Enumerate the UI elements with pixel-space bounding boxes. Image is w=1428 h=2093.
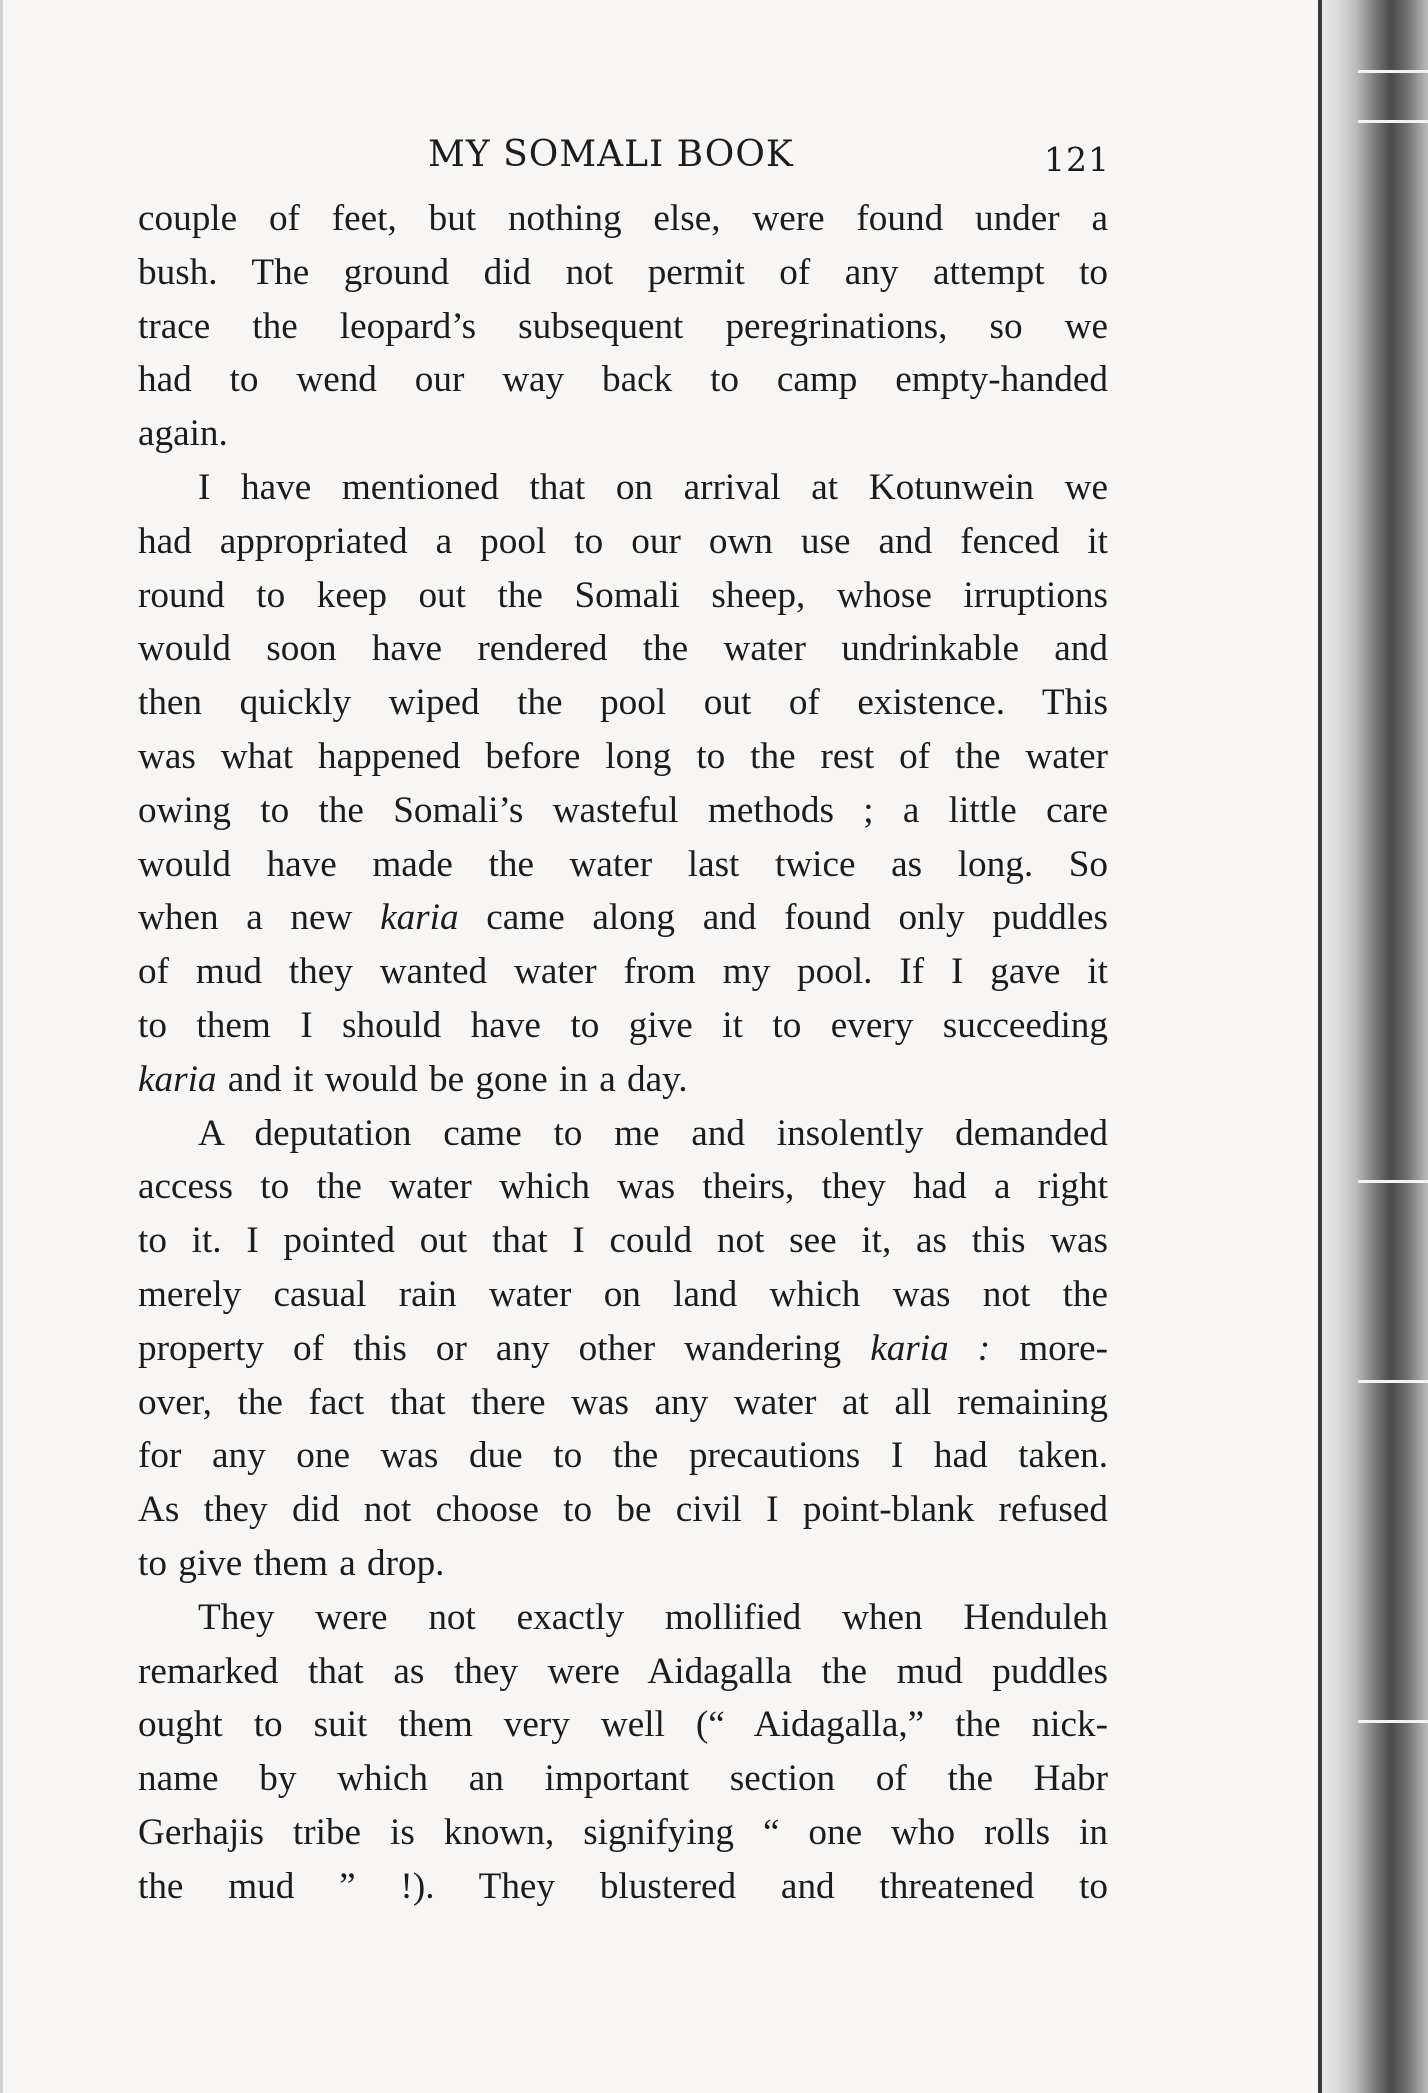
text-line: to it. I pointed out that I could not see it, as this was xyxy=(138,1220,1108,1262)
text-line: As they did not choose to be civil I point-blank refused xyxy=(138,1489,1108,1531)
text-line: for any one was due to the precautions I had taken. xyxy=(138,1435,1108,1477)
left-page-edge xyxy=(0,0,3,2093)
edge-streak xyxy=(1358,1380,1428,1383)
edge-streak xyxy=(1358,1720,1428,1723)
text-line: to them I should have to give it to every succeeding xyxy=(138,1004,1108,1046)
text-line: couple of feet, but nothing else, were found under a xyxy=(138,198,1108,239)
text-line: of mud they wanted water from my pool. If I gave it xyxy=(138,951,1108,993)
text-line: the mud ” !). They blustered and threatened to xyxy=(138,1865,1108,1907)
running-title: MY SOMALI BOOK xyxy=(428,134,794,175)
text-line: name by which an important section of the Habr xyxy=(138,1758,1108,1800)
text-line: trace the leopard’s subsequent peregrinations, so we xyxy=(138,305,1108,347)
text-line: owing to the Somali’s wasteful methods ; a little care xyxy=(138,789,1108,831)
text-line: would have made the water last twice as long. So xyxy=(138,843,1108,885)
book-binding-edge xyxy=(1318,0,1428,2093)
paragraph xyxy=(138,1591,1108,1914)
text-line: when a new karia came along and found only puddles xyxy=(138,897,1109,939)
text-line: again. xyxy=(138,413,228,455)
paragraph xyxy=(138,461,1108,1107)
paragraph xyxy=(138,192,1108,461)
text-line: then quickly wiped the pool out of existence. This xyxy=(138,682,1108,724)
text-line: They were not exactly mollified when Henduleh xyxy=(198,1596,1108,1638)
text-line: remarked that as they were Aidagalla the mud puddles xyxy=(138,1650,1108,1692)
text-line: over, the fact that there was any water at all remaining xyxy=(138,1381,1108,1423)
paragraph xyxy=(138,1107,1108,1591)
edge-streak xyxy=(1358,70,1428,73)
page-number: 121 xyxy=(1044,140,1110,179)
text-line: ought to suit them very well (“ Aidagalla,” the nick- xyxy=(138,1704,1108,1746)
edge-streak xyxy=(1358,1180,1428,1183)
text-line: to give them a drop. xyxy=(138,1542,445,1584)
text-line: would soon have rendered the water undrinkable and xyxy=(138,628,1108,670)
text-line: karia and it would be gone in a day. xyxy=(138,1058,688,1100)
italic-term: karia xyxy=(138,1058,217,1100)
text-line: A deputation came to me and insolently demanded xyxy=(198,1112,1108,1154)
page-fold xyxy=(1318,0,1322,2093)
italic-term: karia xyxy=(380,897,459,939)
text-line: had appropriated a pool to our own use and fenced it xyxy=(138,520,1108,562)
book-page xyxy=(138,130,1108,1914)
text-line: merely casual rain water on land which was not the xyxy=(138,1273,1108,1315)
text-line: property of this or any other wandering karia : more- xyxy=(138,1327,1108,1369)
text-line: I have mentioned that on arrival at Kotunwein we xyxy=(198,466,1108,508)
text-line: was what happened before long to the rest of the water xyxy=(138,735,1108,777)
edge-streak xyxy=(1358,120,1428,123)
text-line: had to wend our way back to camp empty-handed xyxy=(138,359,1108,401)
italic-term: karia : xyxy=(870,1327,991,1369)
text-line: Gerhajis tribe is known, signifying “ one who rolls in xyxy=(138,1811,1108,1853)
running-head xyxy=(138,130,1108,192)
body-text xyxy=(138,192,1108,1914)
text-line: round to keep out the Somali sheep, whose irruptions xyxy=(138,574,1108,616)
text-line: bush. The ground did not permit of any attempt to xyxy=(138,251,1108,293)
text-line: access to the water which was theirs, they had a right xyxy=(138,1166,1108,1208)
